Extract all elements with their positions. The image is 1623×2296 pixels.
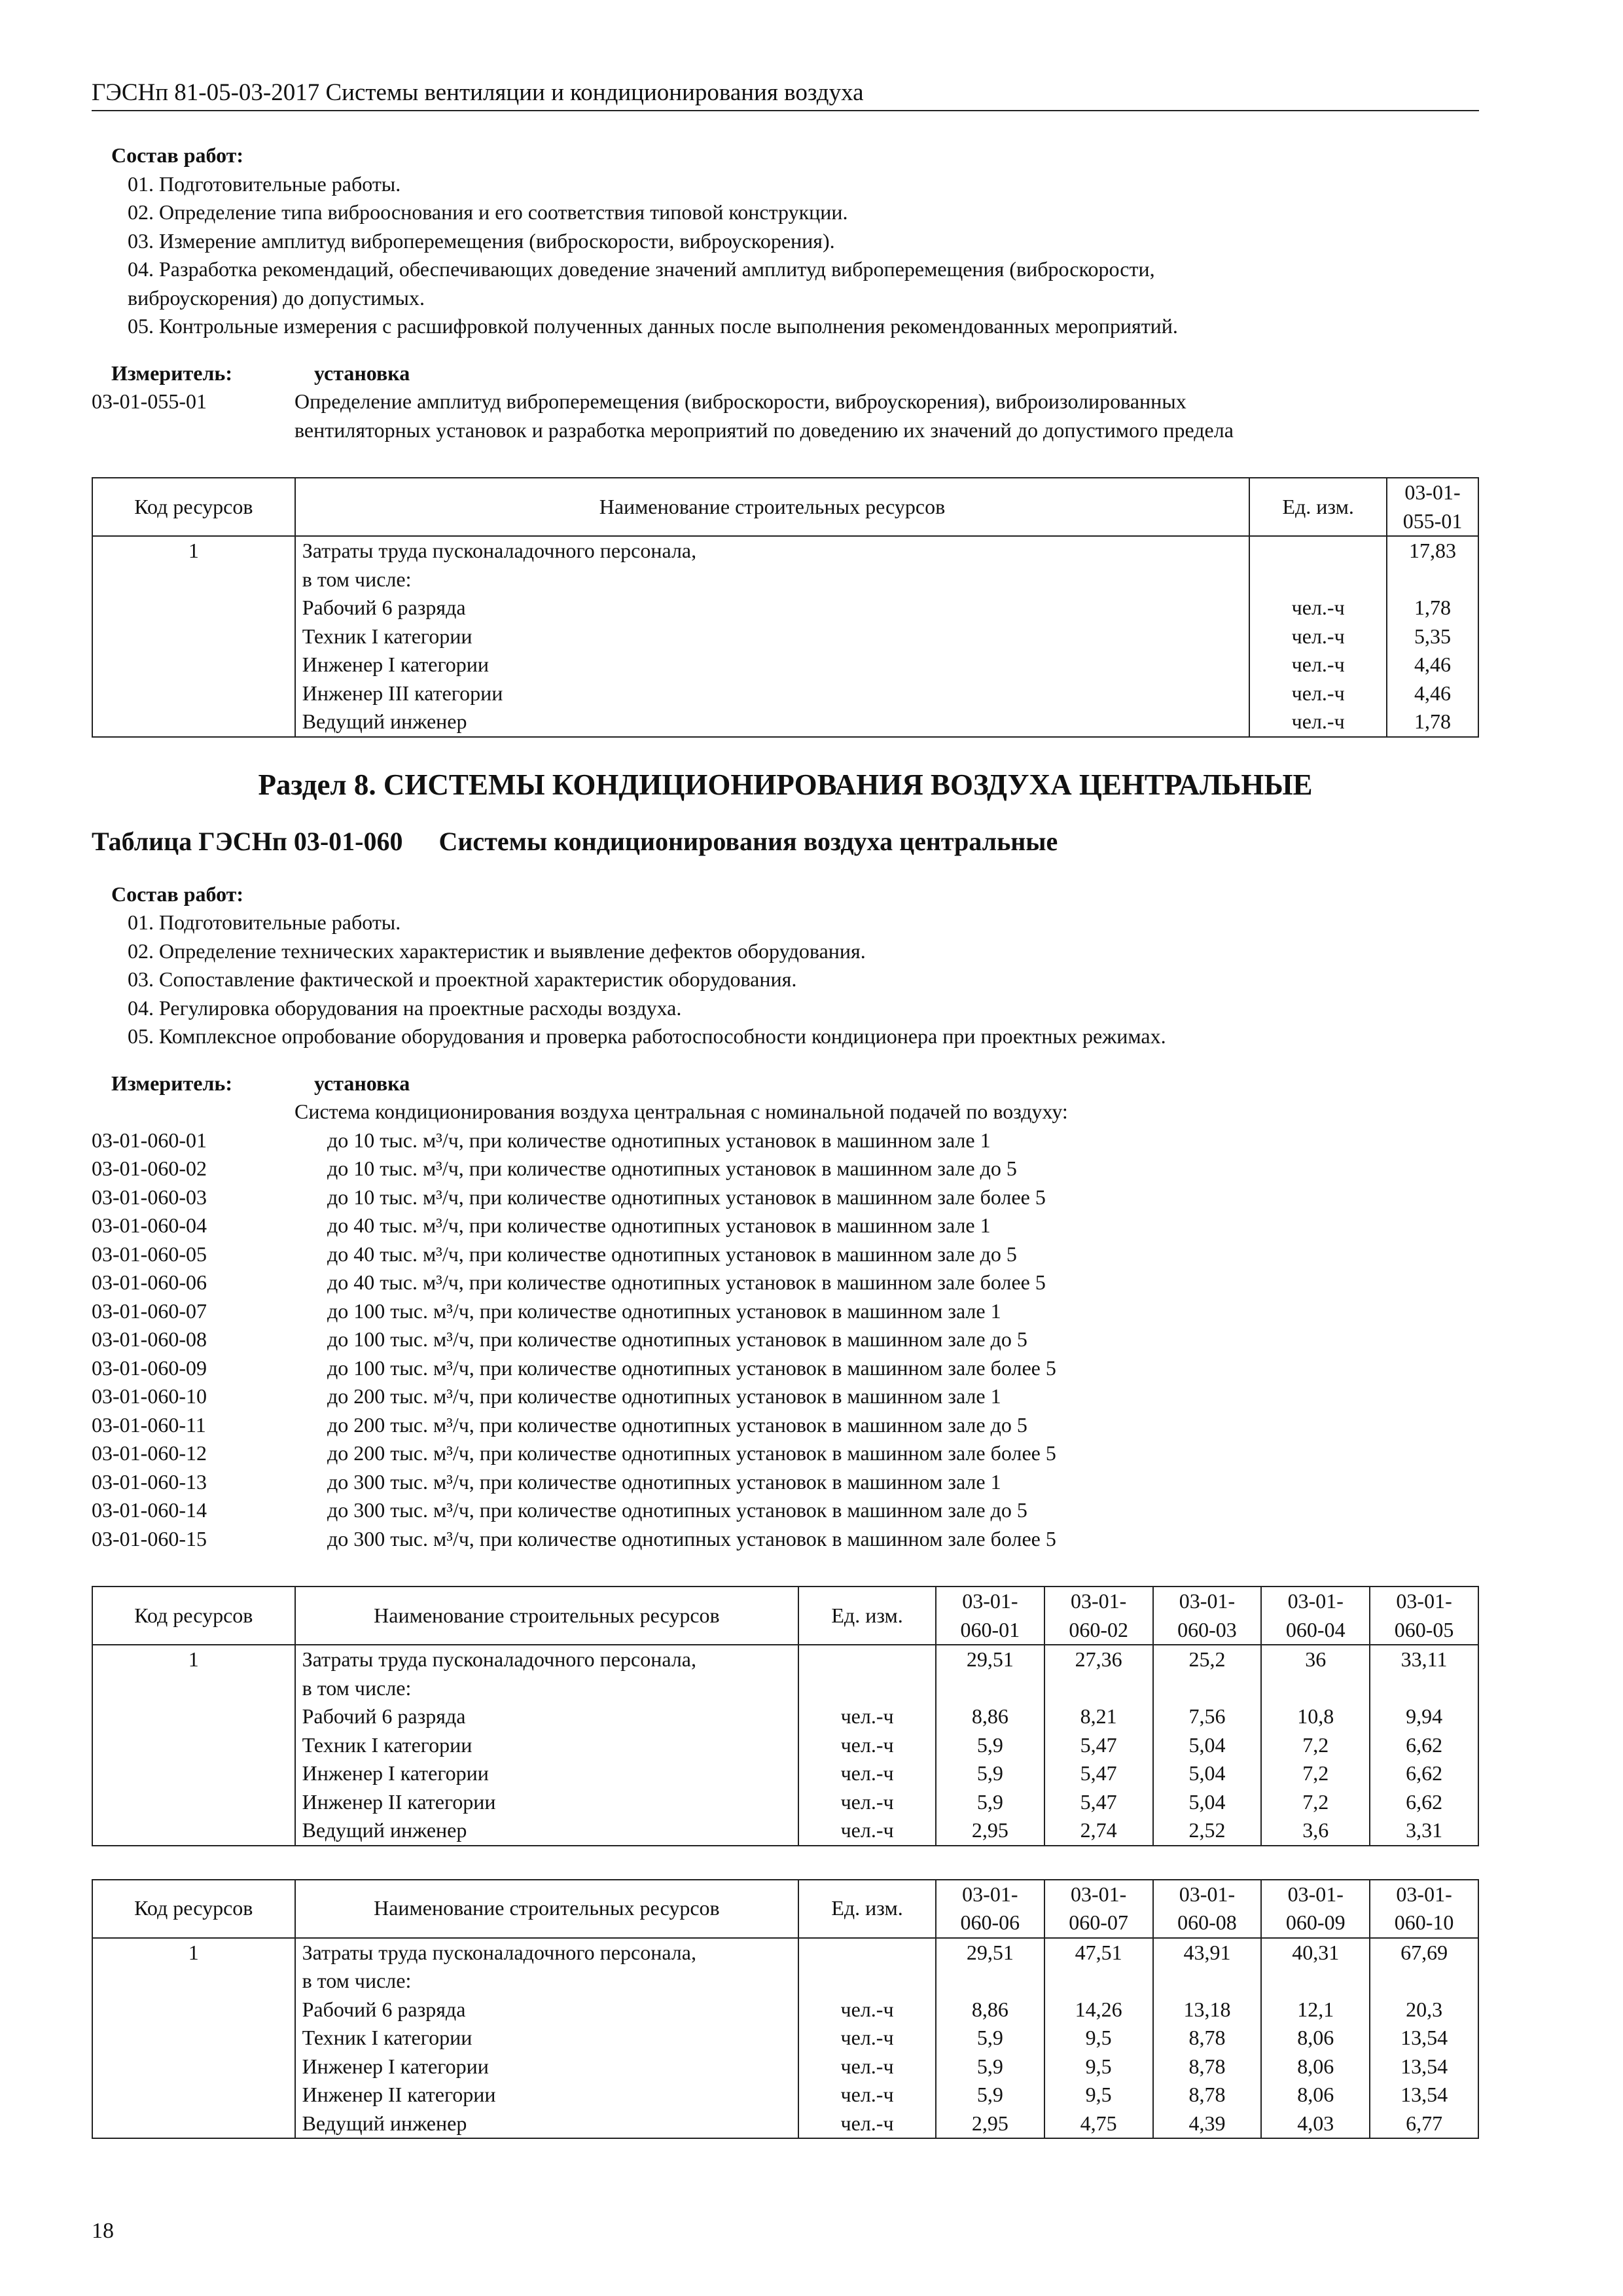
- norm-code: 03-01-060-14: [92, 1498, 207, 1522]
- norm-description: до 100 тыс. м³/ч, при количестве однотипных установок в машинном зале 1: [327, 1299, 1001, 1323]
- norm-description: до 40 тыс. м³/ч, при количестве однотипных установок в машинном зале 1: [327, 1213, 991, 1237]
- norm-code: 03-01-060-08: [92, 1327, 207, 1351]
- resource-names: Затраты труда пусконаладочного персонала, в том числе: Рабочий 6 разряда Техник I категории Инженер I категории Инженер III категории Ведущий инженер: [295, 536, 1250, 737]
- norm-description: до 40 тыс. м³/ч, при количестве однотипных установок в машинном зале до 5: [327, 1242, 1017, 1266]
- norm-code-row: [92, 1211, 1479, 1240]
- norm-code-row: [92, 1325, 1479, 1354]
- norm-code-row: [92, 1126, 1479, 1155]
- norm-code-row: [92, 1468, 1479, 1497]
- header-name: Наименование строительных ресурсов: [295, 478, 1250, 536]
- resource-code: 1: [92, 1645, 295, 1846]
- norm-code: 03-01-060-07: [92, 1299, 207, 1323]
- norm-code: 03-01-060-03: [92, 1185, 207, 1209]
- header-unit: Ед. изм.: [798, 1587, 936, 1645]
- header-norm: 03-01- 060-07: [1044, 1880, 1153, 1938]
- header-norm: 03-01- 060-04: [1261, 1587, 1370, 1645]
- norm-code: 03-01-060-10: [92, 1384, 207, 1408]
- composition-title: Состав работ:: [111, 143, 244, 167]
- measure-block-1: [92, 359, 1479, 445]
- resource-names: Затраты труда пусконаладочного персонала, в том числе: Рабочий 6 разряда Техник I категории Инженер I категории Инженер II категории Ведущий инженер: [295, 1938, 799, 2139]
- resource-units: чел.-ч чел.-ч чел.-ч чел.-ч чел.-ч: [798, 1645, 936, 1846]
- header-norm: 03-01- 060-09: [1261, 1880, 1370, 1938]
- norm-description: вентиляторных установок и разработка мероприятий по доведению их значений до допустимого предела: [294, 418, 1234, 442]
- resource-values: 17,83 1,78 5,35 4,46 4,46 1,78: [1387, 536, 1478, 737]
- resource-units: чел.-ч чел.-ч чел.-ч чел.-ч чел.-ч: [1249, 536, 1387, 737]
- page-header: ГЭСНп 81-05-03-2017 Системы вентиляции и кондиционирования воздуха: [92, 77, 1479, 111]
- norm-description: до 300 тыс. м³/ч, при количестве однотипных установок в машинном зале до 5: [327, 1498, 1027, 1522]
- header-norm: 03-01- 060-01: [936, 1587, 1044, 1645]
- norm-code-row: [92, 1439, 1479, 1468]
- resource-values: 27,36 8,21 5,47 5,47 5,47 2,74: [1044, 1645, 1153, 1846]
- resource-values: 67,69 20,3 13,54 13,54 13,54 6,77: [1370, 1938, 1478, 2139]
- resource-units: чел.-ч чел.-ч чел.-ч чел.-ч чел.-ч: [798, 1938, 936, 2139]
- norm-description: до 300 тыс. м³/ч, при количестве однотипных установок в машинном зале 1: [327, 1469, 1001, 1494]
- norm-code-row: [92, 1268, 1479, 1297]
- resource-values: 40,31 12,1 8,06 8,06 8,06 4,03: [1261, 1938, 1370, 2139]
- norm-code-row: [92, 1183, 1479, 1212]
- resource-code: 1: [92, 536, 295, 737]
- header-norm: 03-01- 060-03: [1153, 1587, 1262, 1645]
- norm-code: 03-01-060-02: [92, 1157, 207, 1180]
- norm-code: 03-01-060-13: [92, 1469, 207, 1494]
- norm-code: 03-01-060-06: [92, 1270, 207, 1294]
- norm-code-row: [92, 1155, 1479, 1183]
- header-code: Код ресурсов: [92, 1880, 295, 1938]
- measure-label: Измеритель:: [111, 361, 232, 385]
- header-norm: 03-01- 060-02: [1044, 1587, 1153, 1645]
- norm-code-row: [92, 1496, 1479, 1525]
- resource-values: 29,51 8,86 5,9 5,9 5,9 2,95: [936, 1938, 1044, 2139]
- norm-code-row: [92, 1240, 1479, 1269]
- composition-item: 04. Регулировка оборудования на проектные расходы воздуха.: [128, 996, 682, 1020]
- header-unit: Ед. изм.: [798, 1880, 936, 1938]
- composition-item: 01. Подготовительные работы.: [128, 171, 401, 196]
- composition-item: 03. Сопоставление фактической и проектной характеристик оборудования.: [128, 967, 797, 991]
- measure-unit: установка: [314, 1071, 410, 1095]
- norm-code: 03-01-060-05: [92, 1242, 207, 1266]
- composition-item: 03. Измерение амплитуд виброперемещения (виброскорости, виброускорения).: [128, 228, 835, 253]
- resource-names: Затраты труда пусконаладочного персонала, в том числе: Рабочий 6 разряда Техник I категории Инженер I категории Инженер II категории Ведущий инженер: [295, 1645, 799, 1846]
- header-norm: 03-01- 060-10: [1370, 1880, 1478, 1938]
- norm-code: 03-01-060-04: [92, 1213, 207, 1237]
- resource-values: 29,51 8,86 5,9 5,9 5,9 2,95: [936, 1645, 1044, 1846]
- page-number: 18: [92, 2219, 114, 2243]
- header-norm: 03-01- 060-05: [1370, 1587, 1478, 1645]
- composition-item: 05. Комплексное опробование оборудования и проверка работоспособности кондиционера при проектных режимах.: [128, 1024, 1166, 1048]
- norm-code-row: [92, 1354, 1479, 1383]
- resources-table-2: [92, 1586, 1479, 1846]
- norm-description: до 100 тыс. м³/ч, при количестве однотипных установок в машинном зале до 5: [327, 1327, 1027, 1351]
- measure-intro: Система кондиционирования воздуха центральная с номинальной подачей по воздуху:: [294, 1100, 1068, 1123]
- norm-description: до 10 тыс. м³/ч, при количестве однотипных установок в машинном зале более 5: [327, 1185, 1046, 1209]
- resources-table-3: [92, 1879, 1479, 2140]
- composition-block-2: [92, 880, 1479, 1051]
- norm-code-row: [92, 1411, 1479, 1440]
- header-unit: Ед. изм.: [1249, 478, 1387, 536]
- norm-description: до 300 тыс. м³/ч, при количестве однотипных установок в машинном зале более 5: [327, 1526, 1056, 1551]
- measure-block-2: [92, 1069, 1479, 1554]
- measure-label: Измеритель:: [111, 1071, 232, 1095]
- header-norm: 03-01- 055-01: [1387, 478, 1478, 536]
- header-norm: 03-01- 060-06: [936, 1880, 1044, 1938]
- resource-values: 47,51 14,26 9,5 9,5 9,5 4,75: [1044, 1938, 1153, 2139]
- resource-values: 43,91 13,18 8,78 8,78 8,78 4,39: [1153, 1938, 1262, 2139]
- norm-code-row: [92, 1525, 1479, 1554]
- table-title: [92, 824, 1479, 859]
- composition-item: 02. Определение технических характеристик и выявление дефектов оборудования.: [128, 939, 866, 963]
- header-name: Наименование строительных ресурсов: [295, 1587, 799, 1645]
- norm-description: до 200 тыс. м³/ч, при количестве однотипных установок в машинном зале 1: [327, 1384, 1001, 1408]
- norm-code-list: [92, 1126, 1479, 1554]
- composition-item: 04. Разработка рекомендаций, обеспечивающих доведение значений амплитуд виброперемещения (виброскорости,: [128, 257, 1155, 281]
- resource-values: 33,11 9,94 6,62 6,62 6,62 3,31: [1370, 1645, 1478, 1846]
- composition-title: Состав работ:: [111, 882, 244, 906]
- resource-values: 36 10,8 7,2 7,2 7,2 3,6: [1261, 1645, 1370, 1846]
- norm-code: 03-01-060-11: [92, 1412, 206, 1437]
- resource-values: 25,2 7,56 5,04 5,04 5,04 2,52: [1153, 1645, 1262, 1846]
- section-title: Раздел 8. СИСТЕМЫ КОНДИЦИОНИРОВАНИЯ ВОЗДУХА ЦЕНТРАЛЬНЫЕ: [258, 768, 1313, 801]
- header-norm: 03-01- 060-08: [1153, 1880, 1262, 1938]
- resource-code: 1: [92, 1938, 295, 2139]
- measure-unit: установка: [314, 361, 410, 385]
- header-code: Код ресурсов: [92, 478, 295, 536]
- norm-description: до 40 тыс. м³/ч, при количестве однотипных установок в машинном зале более 5: [327, 1270, 1046, 1294]
- composition-item: виброускорения) до допустимых.: [128, 285, 425, 310]
- header-code: Код ресурсов: [92, 1587, 295, 1645]
- composition-item: 01. Подготовительные работы.: [128, 910, 401, 934]
- composition-block-1: [92, 141, 1479, 341]
- norm-description: до 10 тыс. м³/ч, при количестве однотипных установок в машинном зале 1: [327, 1128, 991, 1152]
- norm-code: 03-01-060-12: [92, 1441, 207, 1465]
- norm-code: 03-01-060-09: [92, 1355, 207, 1380]
- header-name: Наименование строительных ресурсов: [295, 1880, 799, 1938]
- norm-code-row: [92, 1297, 1479, 1326]
- resources-table-1: [92, 477, 1479, 738]
- document-page: [92, 77, 1479, 2139]
- norm-description: до 100 тыс. м³/ч, при количестве однотипных установок в машинном зале более 5: [327, 1355, 1056, 1380]
- norm-description: до 200 тыс. м³/ч, при количестве однотипных установок в машинном зале до 5: [327, 1412, 1027, 1437]
- norm-code: 03-01-060-15: [92, 1526, 207, 1551]
- norm-description: до 200 тыс. м³/ч, при количестве однотипных установок в машинном зале более 5: [327, 1441, 1056, 1465]
- norm-code: 03-01-055-01: [92, 389, 207, 413]
- table-title-name: Системы кондиционирования воздуха центральные: [438, 826, 1058, 856]
- norm-code: 03-01-060-01: [92, 1128, 207, 1152]
- norm-code-row: [92, 1382, 1479, 1411]
- norm-description: Определение амплитуд виброперемещения (виброскорости, виброускорения), виброизолированных: [294, 389, 1186, 413]
- table-title-code: Таблица ГЭСНп 03-01-060: [92, 826, 403, 856]
- composition-item: 02. Определение типа виброоснования и его соответствия типовой конструкции.: [128, 200, 848, 224]
- composition-item: 05. Контрольные измерения с расшифровкой полученных данных после выполнения рекомендованных мероприятий.: [128, 314, 1178, 338]
- norm-description: до 10 тыс. м³/ч, при количестве однотипных установок в машинном зале до 5: [327, 1157, 1017, 1180]
